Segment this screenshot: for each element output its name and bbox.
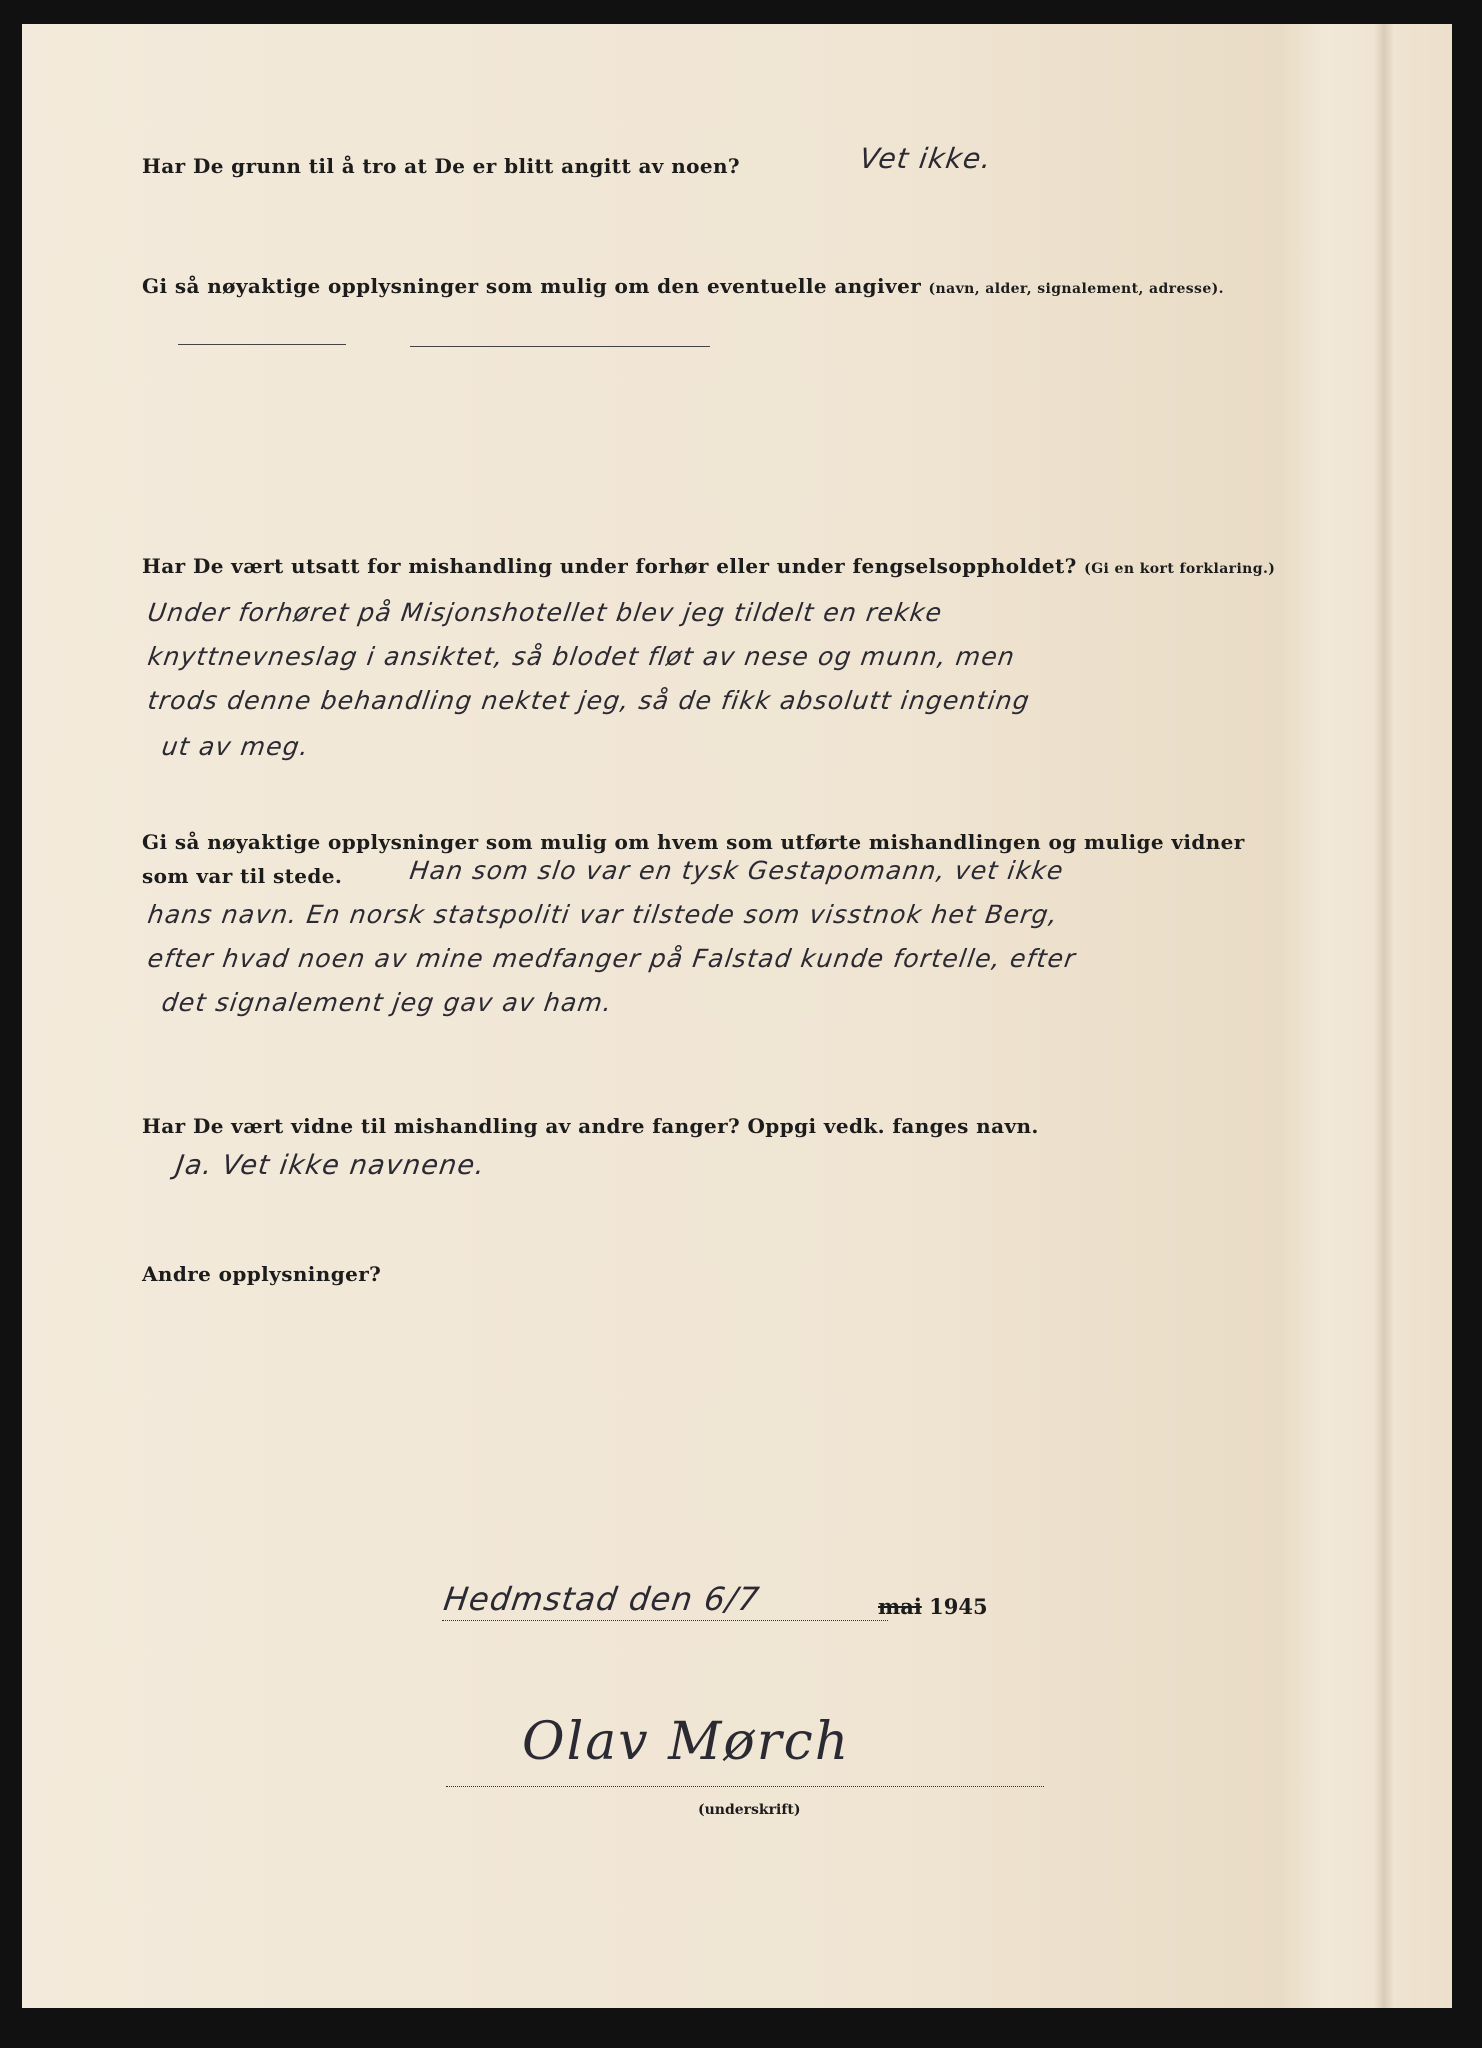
- question-mistreatment: [142, 554, 1275, 578]
- question-mistreatment-hint: (Gi en kort forklaring.): [1084, 561, 1276, 577]
- answer-perpetrators-line: hans navn. En norsk statspoliti var tilstede som visstnok het Berg,: [145, 900, 1061, 929]
- date-dotted-line: [442, 1620, 888, 1621]
- answer-perpetrators-line: det signalement jeg gav av ham.: [159, 988, 615, 1017]
- answer-mistreatment-line: ut av meg.: [159, 732, 312, 761]
- blank-line: [410, 346, 710, 347]
- date-year: 1945: [929, 1594, 988, 1619]
- question-perpetrators: Gi så nøyaktige opplysninger som mulig om hvem som utførte mishandlingen og mulige vidner: [142, 830, 1245, 854]
- date-place-handwritten: Hedmstad den 6/7: [441, 1580, 763, 1618]
- answer-perpetrators-line: efter hvad noen av mine medfanger på Falstad kunde fortelle, efter: [145, 944, 1078, 973]
- date-month-struck: mai: [878, 1594, 922, 1619]
- answer-mistreatment-line: knyttnevneslag i ansiktet, så blodet fløt av nese og munn, men: [145, 642, 1018, 671]
- answer-mistreatment-line: trods denne behandling nektet jeg, så de fikk absolutt ingenting: [145, 686, 1033, 715]
- question-mistreatment-text: Har De vært utsatt for mishandling under forhør eller under fengselsoppholdet?: [142, 554, 1077, 578]
- answer-mistreatment-line: Under forhøret på Misjonshotellet blev jeg tildelt en rekke: [145, 598, 945, 627]
- question-informant: Har De grunn til å tro at De er blitt angitt av noen?: [142, 154, 741, 178]
- question-informant-details: [142, 274, 1224, 298]
- date-printed: [878, 1594, 988, 1619]
- paper-fold: [1374, 24, 1394, 2008]
- question-perpetrators-cont: som var til stede.: [142, 864, 343, 888]
- signature-dotted-line: [446, 1786, 1044, 1787]
- blank-line: [178, 344, 346, 345]
- answer-perpetrators-line: Han som slo var en tysk Gestapomann, vet ikke: [407, 856, 1066, 885]
- question-informant-details-hint: (navn, alder, signalement, adresse).: [928, 281, 1224, 297]
- answer-informant: Vet ikke.: [857, 142, 995, 175]
- answer-witness: Ja. Vet ikke navnene.: [173, 1150, 488, 1181]
- question-informant-details-text: Gi så nøyaktige opplysninger som mulig om den eventuelle angiver: [142, 274, 922, 298]
- question-other-info: Andre opplysninger?: [142, 1262, 382, 1286]
- signature: Olav Mørch: [522, 1712, 851, 1772]
- form-page: [22, 24, 1452, 2008]
- signature-label: (underskrift): [698, 1802, 801, 1818]
- question-witness: Har De vært vidne til mishandling av andre fanger? Oppgi vedk. fanges navn.: [142, 1114, 1039, 1138]
